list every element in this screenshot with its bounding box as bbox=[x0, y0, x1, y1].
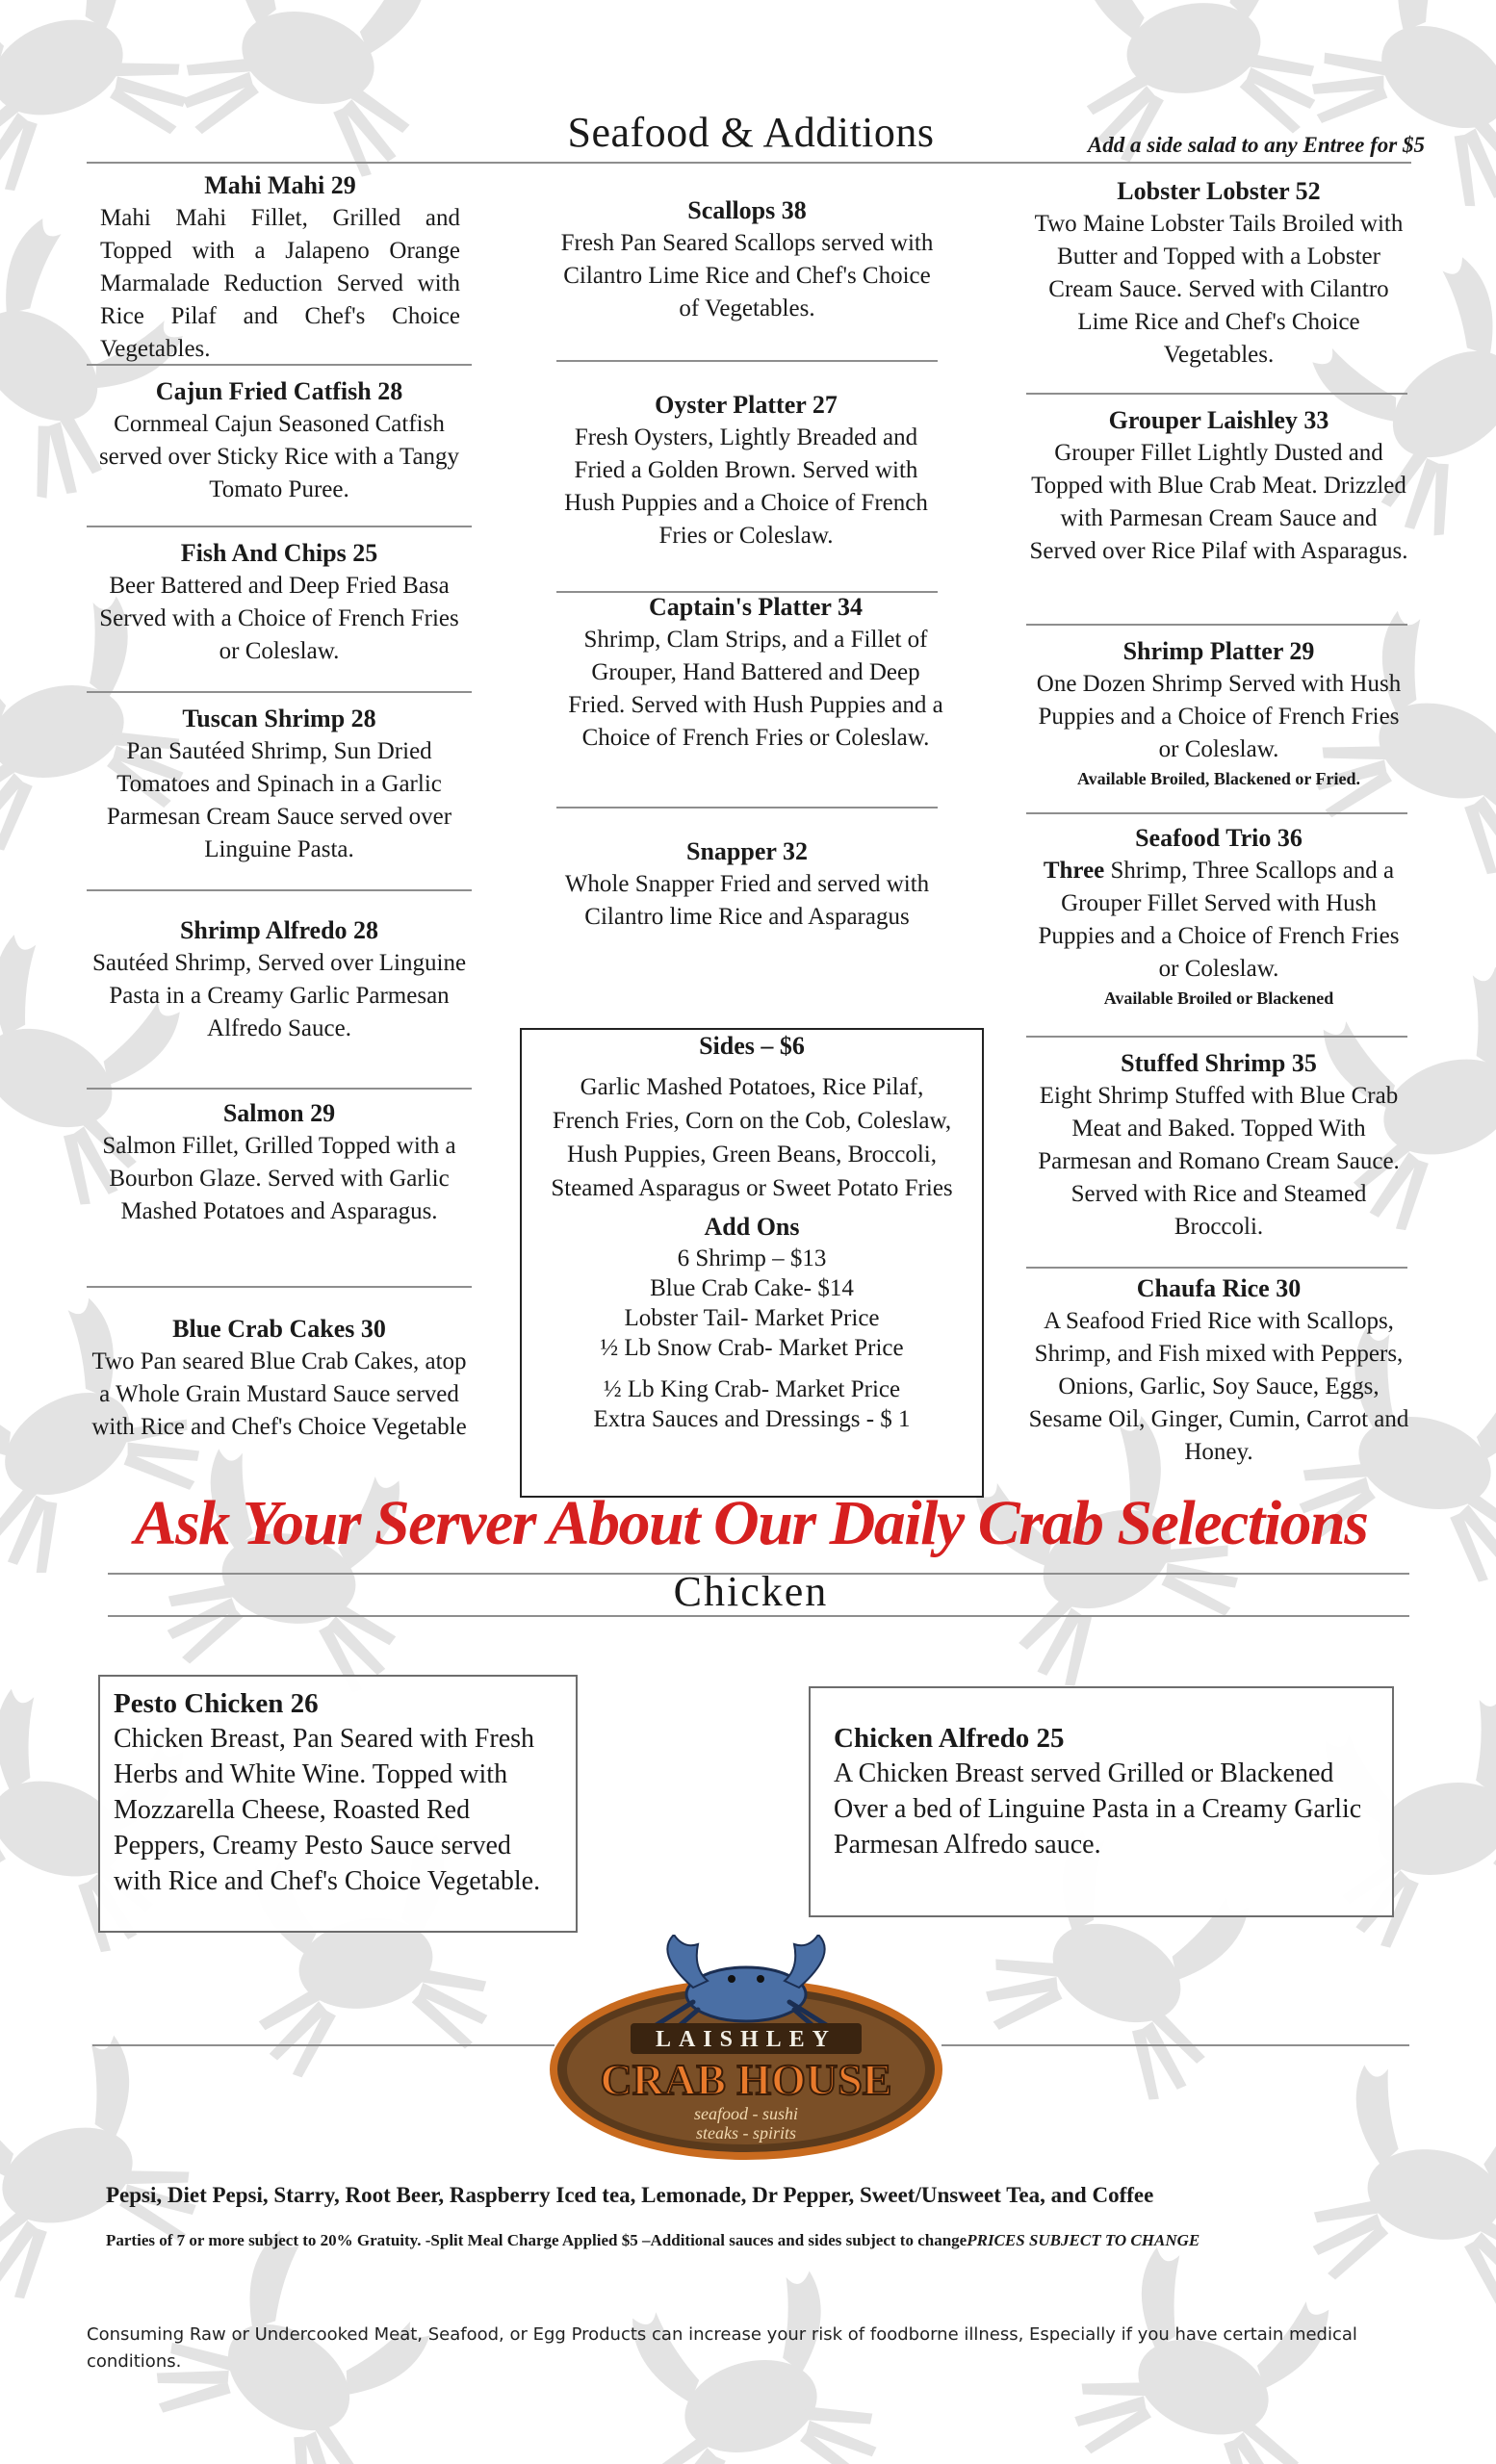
item-name: Oyster Platter 27 bbox=[655, 391, 838, 419]
menu-item-chicken-alfredo bbox=[809, 1686, 1394, 1917]
item-desc: Beer Battered and Deep Fried Basa Served with a Choice of French Fries or Coleslaw. bbox=[99, 573, 459, 664]
divider bbox=[87, 889, 472, 891]
section-title-chicken: Chicken bbox=[673, 1568, 829, 1615]
item-name: Seafood Trio 36 bbox=[1135, 824, 1303, 852]
sides-list: Garlic Mashed Potatoes, Rice Pilaf, French Fries, Corn on the Cob, Coleslaw, Hush Puppies, Green Beans, Broccoli, Steamed Asparagus or Sweet Potato Fries bbox=[551, 1074, 953, 1201]
menu-item-salmon bbox=[87, 1097, 472, 1228]
menu-item-scallops bbox=[555, 194, 940, 325]
addon-crab-cake: Blue Crab Cake- $14 bbox=[650, 1275, 854, 1301]
menu-item-pesto-chicken bbox=[98, 1675, 578, 1933]
addon-shrimp: 6 Shrimp – $13 bbox=[677, 1245, 827, 1271]
item-desc: Two Maine Lobster Tails Broiled with Butter and Topped with a Lobster Cream Sauce. Served with Cilantro Lime Rice and Chef's Choice Vegetables. bbox=[1034, 211, 1404, 368]
item-name: Shrimp Alfredo 28 bbox=[179, 916, 379, 944]
divider bbox=[556, 807, 938, 808]
divider bbox=[1026, 393, 1407, 395]
item-desc-rest: Shrimp, Three Scallops and a Grouper Fillet Served with Hush Puppies and a Choice of French Fries or Coleslaw. bbox=[1038, 858, 1400, 982]
divider bbox=[87, 1286, 472, 1288]
item-name: Fish And Chips 25 bbox=[180, 539, 378, 567]
item-desc: Shrimp, Clam Strips, and a Fillet of Grouper, Hand Battered and Deep Fried. Served with Hush Puppies and a Choice of French Fries or Coleslaw. bbox=[568, 627, 943, 751]
menu-item-blue-crab-cakes bbox=[87, 1313, 472, 1444]
item-name: Shrimp Platter 29 bbox=[1122, 637, 1315, 665]
menu-item-tuscan-shrimp bbox=[87, 703, 472, 866]
menu-item-chaufa-rice bbox=[1026, 1272, 1411, 1469]
divider bbox=[556, 360, 938, 362]
item-name: Mahi Mahi 29 bbox=[204, 171, 356, 199]
item-desc: One Dozen Shrimp Served with Hush Puppies and a Choice of French Fries or Coleslaw. bbox=[1036, 671, 1402, 762]
logo-top-text: LAISHLEY bbox=[655, 2027, 838, 2052]
menu-item-snapper bbox=[564, 835, 930, 934]
item-name: Blue Crab Cakes 30 bbox=[172, 1315, 386, 1343]
item-name: Chaufa Rice 30 bbox=[1136, 1274, 1302, 1302]
menu-item-oyster-platter bbox=[549, 389, 943, 552]
item-desc: Eight Shrimp Stuffed with Blue Crab Meat and Baked. Topped With Parmesan and Romano Cream Sauce. Served with Rice and Steamed Broccoli. bbox=[1038, 1083, 1400, 1240]
divider bbox=[1026, 812, 1407, 814]
logo-tagline-2: steaks - spirits bbox=[695, 2123, 797, 2143]
gratuity-note bbox=[106, 2231, 1473, 2250]
logo-rule-right bbox=[941, 2044, 1409, 2046]
side-salad-note: Add a side salad to any Entree for $5 bbox=[1087, 133, 1425, 157]
addon-lobster-tail: Lobster Tail- Market Price bbox=[624, 1305, 880, 1331]
item-name: Salmon 29 bbox=[222, 1099, 336, 1127]
addons-title: Add Ons bbox=[704, 1213, 800, 1241]
menu-item-lobster-lobster bbox=[1026, 175, 1411, 372]
item-desc: Whole Snapper Fried and served with Cilantro lime Rice and Asparagus bbox=[564, 871, 930, 930]
addon-extra-sauces: Extra Sauces and Dressings - $ 1 bbox=[593, 1406, 911, 1432]
item-name: Captain's Platter 34 bbox=[649, 593, 863, 621]
item-name: Stuffed Shrimp 35 bbox=[1121, 1049, 1317, 1077]
sides-box bbox=[520, 1028, 984, 1498]
item-desc: Fresh Oysters, Lightly Breaded and Fried a Golden Brown. Served with Hush Puppies and a Choice of French Fries or Coleslaw. bbox=[564, 424, 928, 549]
menu-item-grouper-laishley bbox=[1026, 404, 1411, 568]
menu-item-shrimp-platter bbox=[1026, 635, 1411, 791]
divider bbox=[87, 364, 472, 366]
daily-crab-banner: Ask Your Server About Our Daily Crab Selections bbox=[134, 1488, 1368, 1558]
divider bbox=[1026, 624, 1407, 626]
menu-item-fish-and-chips bbox=[87, 537, 472, 668]
menu-item-mahi-mahi bbox=[100, 169, 460, 366]
item-name: Cajun Fried Catfish 28 bbox=[155, 377, 403, 405]
item-desc-lead: Three bbox=[1043, 858, 1105, 884]
item-desc: Two Pan seared Blue Crab Cakes, atop a Whole Grain Mustard Sauce served with Rice and Chef's Choice Vegetable bbox=[91, 1348, 467, 1440]
item-name: Tuscan Shrimp 28 bbox=[182, 705, 376, 732]
menu-item-shrimp-alfredo bbox=[87, 914, 472, 1045]
item-note: Available Broiled, Blackened or Fried. bbox=[1077, 769, 1360, 788]
item-name: Pesto Chicken 26 bbox=[114, 1688, 319, 1719]
item-desc: A Seafood Fried Rice with Scallops, Shrimp, and Fish mixed with Peppers, Onions, Garlic, Soy Sauce, Eggs, Sesame Oil, Ginger, Cumin, Carrot and Honey. bbox=[1028, 1308, 1409, 1465]
gratuity-text: Parties of 7 or more subject to 20% Gratuity. -Split Meal Charge Applied $5 –Additional sauces and sides subject to change bbox=[106, 2231, 967, 2249]
logo-rule-left bbox=[92, 2044, 555, 2046]
item-name: Snapper 32 bbox=[686, 837, 808, 865]
item-desc: Cornmeal Cajun Seasoned Catfish served over Sticky Rice with a Tangy Tomato Puree. bbox=[98, 411, 460, 502]
item-name: Scallops 38 bbox=[687, 196, 807, 224]
item-name: Grouper Laishley 33 bbox=[1108, 406, 1329, 434]
logo-tagline-1: seafood - sushi bbox=[694, 2104, 798, 2123]
item-name: Chicken Alfredo 25 bbox=[834, 1723, 1065, 1754]
item-desc bbox=[1026, 855, 1411, 986]
divider bbox=[1026, 1267, 1407, 1269]
item-desc: Fresh Pan Seared Scallops served with Cilantro Lime Rice and Chef's Choice of Vegetables. bbox=[560, 230, 934, 321]
divider bbox=[87, 1088, 472, 1090]
item-desc: Sautéed Shrimp, Served over Linguine Pasta in a Creamy Garlic Parmesan Alfredo Sauce. bbox=[91, 950, 467, 1041]
item-desc: Salmon Fillet, Grilled Topped with a Bourbon Glaze. Served with Garlic Mashed Potatoes and Asparagus. bbox=[102, 1133, 456, 1224]
item-name: Lobster Lobster 52 bbox=[1117, 177, 1321, 205]
item-desc: Grouper Fillet Lightly Dusted and Topped with Blue Crab Meat. Drizzled with Parmesan Cream Sauce and Served over Rice Pilaf with Asparagus. bbox=[1029, 440, 1408, 564]
laishley-crab-house-logo bbox=[539, 1935, 953, 2166]
item-desc: Chicken Breast, Pan Seared with Fresh Herbs and White Wine. Topped with Mozzarella Cheese, Roasted Red Peppers, Creamy Pesto Sauce served with Rice and Chef's Choice Vegetable. bbox=[114, 1724, 541, 1896]
item-desc: Pan Sautéed Shrimp, Sun Dried Tomatoes and Spinach in a Garlic Parmesan Cream Sauce served over Linguine Pasta. bbox=[106, 738, 452, 862]
divider bbox=[87, 526, 472, 527]
section-title-seafood: Seafood & Additions bbox=[567, 109, 935, 156]
item-note: Available Broiled or Blackened bbox=[1103, 988, 1334, 1008]
addon-snow-crab: ½ Lb Snow Crab- Market Price bbox=[600, 1335, 904, 1361]
item-desc: A Chicken Breast served Grilled or Blackened Over a bed of Linguine Pasta in a Creamy Garlic Parmesan Alfredo sauce. bbox=[834, 1758, 1362, 1860]
item-desc: Mahi Mahi Fillet, Grilled and Topped with a Jalapeno Orange Marmalade Reduction Served with Rice Pilaf and Chef's Choice Vegetables. bbox=[100, 205, 460, 362]
menu-item-captains-platter bbox=[568, 591, 943, 755]
divider bbox=[1026, 1036, 1407, 1038]
divider bbox=[87, 691, 472, 693]
menu-item-cajun-catfish bbox=[87, 375, 472, 506]
logo-main-text: CRAB HOUSE bbox=[600, 2055, 892, 2104]
chicken-rule bbox=[108, 1615, 1409, 1617]
food-safety-warning: Consuming Raw or Undercooked Meat, Seafood, or Egg Products can increase your risk of foodborne illness, Especially if you have certain medical conditions. bbox=[87, 2324, 1357, 2372]
sides-title: Sides – $6 bbox=[699, 1032, 805, 1060]
addon-king-crab: ½ Lb King Crab- Market Price bbox=[603, 1376, 901, 1402]
prices-subject-note: PRICES SUBJECT TO CHANGE bbox=[967, 2231, 1200, 2249]
drinks-list: Pepsi, Diet Pepsi, Starry, Root Beer, Raspberry Iced tea, Lemonade, Dr Pepper, Sweet/Unsweet Tea, and Coffee bbox=[106, 2183, 1154, 2207]
header-rule bbox=[87, 162, 1411, 164]
menu-item-stuffed-shrimp bbox=[1026, 1047, 1411, 1244]
menu-item-seafood-trio bbox=[1026, 822, 1411, 1011]
